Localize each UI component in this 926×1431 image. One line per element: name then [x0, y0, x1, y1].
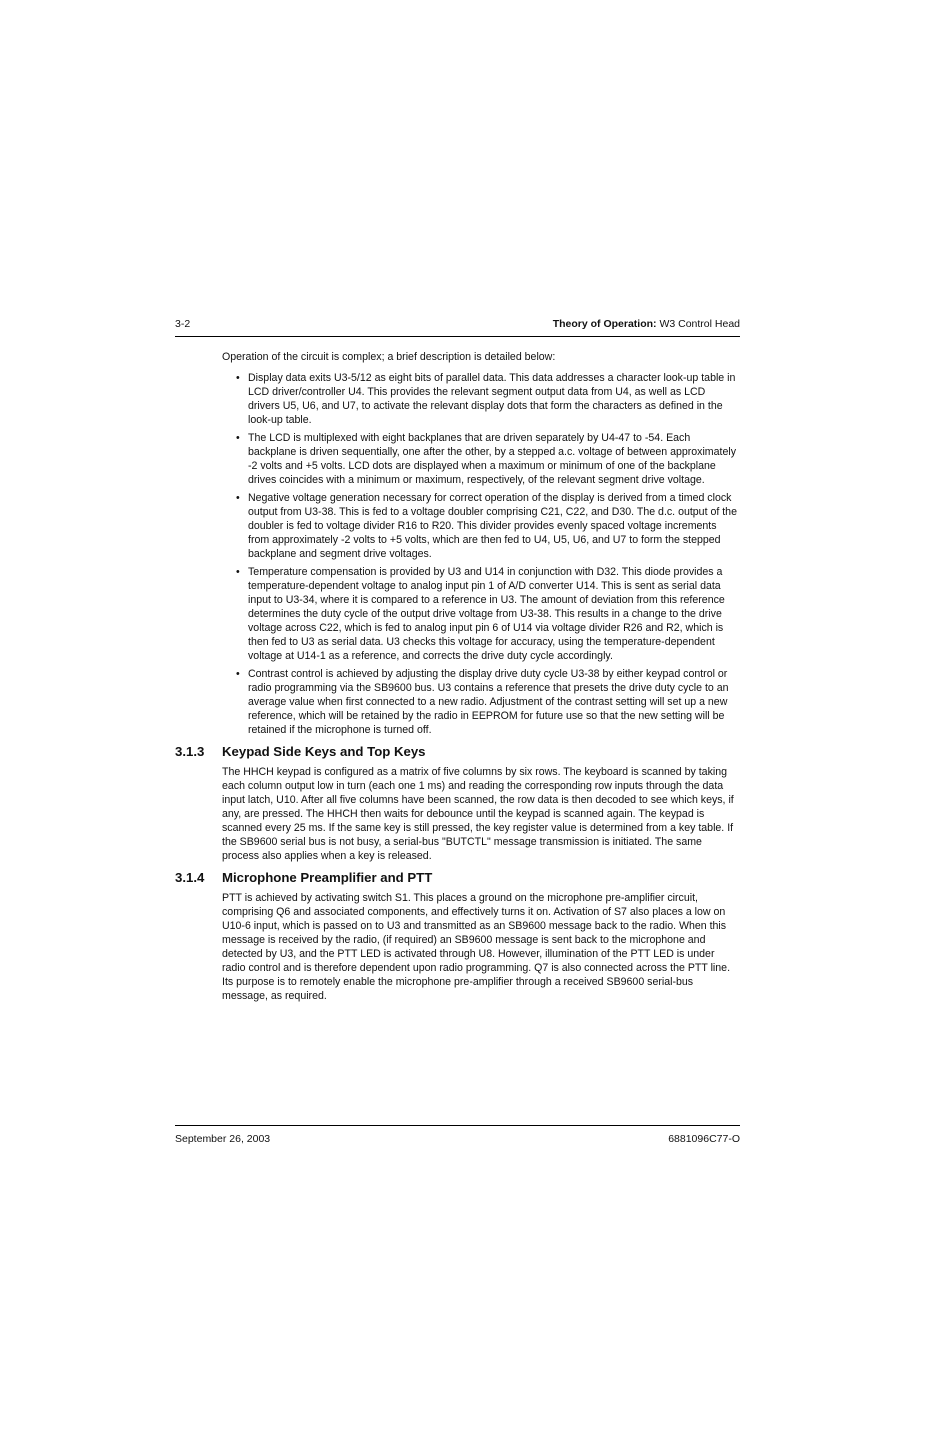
bullet-marker: • — [236, 432, 240, 444]
footer-rule — [175, 1125, 740, 1126]
page-footer — [175, 1133, 740, 1147]
bullet-marker: • — [236, 492, 240, 504]
header-title — [553, 318, 740, 330]
bullet-marker: • — [236, 372, 240, 384]
list-item-text: Negative voltage generation necessary for correct operation of the display is derived from a timed clock output from U3-38. This is fed to a voltage doubler comprising C21, C22, and D30. The d.c. output of the doubler is fed to voltage divider R16 to R20. This divider provides evenly spaced voltage increments from approximately -2 volts to +5 volts, which are then fed to U4, U5, U6, and U7 to form the stepped backplane and segment drive voltages. — [248, 492, 737, 560]
section-heading-keypad — [175, 743, 740, 761]
list-item-text: Contrast control is achieved by adjusting the display drive duty cycle U3-38 by either keypad control or radio programming via the SB9600 bus. U3 contains a reference that presets the drive duty cycle to an average value when first connected to a new radio. Adjustment of the contrast setting will set up a new reference, which will be retained by the radio in EEPROM for future use so that the new setting will be retained if the microphone is turned off. — [248, 668, 729, 736]
section-number: 3.1.4 — [175, 870, 205, 885]
bullet-marker: • — [236, 566, 240, 578]
section-heading-microphone — [175, 869, 740, 887]
list-item — [236, 371, 740, 427]
section-number: 3.1.3 — [175, 744, 205, 759]
body-content — [175, 350, 740, 1003]
page-header — [175, 318, 740, 332]
bullet-list — [222, 371, 740, 737]
header-title-rest: W3 Control Head — [656, 318, 740, 330]
header-title-bold: Theory of Operation: — [552, 318, 657, 330]
list-item-text: Temperature compensation is provided by U3 and U14 in conjunction with D32. This diode provides a temperature-dependent voltage to analog input pin 1 of A/D converter U14. This is sent as serial data input to U3-34, where it is compared to a reference in U3. The amount of deviation from this reference determines the duty cycle of the output drive voltage from U3-38. This results in a change to the drive voltage across C22, which is fed to analog input pin 6 of U14 via voltage divider R26 and R2, which is then fed to U3 as serial data. U3 checks this voltage for accuracy, using the temperature-dependent voltage at U14-1 as a reference, and corrects the drive duty cycle accordingly. — [248, 566, 725, 662]
list-item — [236, 565, 740, 663]
list-item-text: Display data exits U3-5/12 as eight bits of parallel data. This data addresses a character look-up table in LCD driver/controller U4. This provides the relevant segment output data from U4, as well as LCD drivers U5, U6, and U7, to activate the relevant display dots that form the characters as defined in the look-up table. — [248, 372, 736, 426]
list-item — [236, 491, 740, 561]
header-rule — [175, 336, 740, 337]
page-number: 3-2 — [175, 318, 191, 330]
intro-paragraph: Operation of the circuit is complex; a brief description is detailed below: — [222, 351, 556, 363]
footer-date: September 26, 2003 — [175, 1133, 271, 1145]
section-paragraph-keypad: The HHCH keypad is configured as a matrix of five columns by six rows. The keyboard is scanned by taking each column output low in turn (each one 1 ms) and reading the corresponding row inputs through the data input latch, U10. After all five columns have been scanned, the row data is then decoded to see which keys, if any, are pressed. The HHCH then waits for debounce until the keypad is scanned again. The keypad is scanned every 25 ms. If the same key is still pressed, the key register value is determined from a key table. If the SB9600 serial bus is not busy, a serial-bus "BUTCTL" message transmission is initiated. The same process also applies when a key is released. — [222, 766, 734, 862]
bullet-marker: • — [236, 668, 240, 680]
list-item — [236, 667, 740, 737]
list-item-text: The LCD is multiplexed with eight backplanes that are driven separately by U4-47 to -54. Each backplane is driven sequentially, one after the other, by a stepped a.c. voltage of between approximately -2 volts and +5 volts. LCD dots are displayed when a maximum or minimum of one of the backplane drives coincides with a minimum or maximum, respectively, of the relevant segment drive voltage. — [248, 432, 737, 486]
section-title: Microphone Preamplifier and PTT — [222, 870, 433, 885]
list-item — [236, 431, 740, 487]
footer-doc-number: 6881096C77-O — [668, 1133, 740, 1145]
section-title: Keypad Side Keys and Top Keys — [222, 744, 426, 759]
section-paragraph-microphone: PTT is achieved by activating switch S1. This places a ground on the microphone pre-amplifier circuit, comprising Q6 and associated components, and effectively turns it on. Activation of S7 also places a low on U10-6 input, which is passed on to U3 and transmitted as an SB9600 message back to the radio. When this message is received by the radio, (if required) an SB9600 message is sent back to the microphone and detected by U3, and the PTT LED is activated through U8. However, illumination of the PTT LED is under radio control and is therefore dependent upon radio programming. Q7 is also connected across the PTT line. Its purpose is to remotely enable the microphone pre-amplifier through a received SB9600 serial-bus message, as required. — [222, 892, 731, 1002]
